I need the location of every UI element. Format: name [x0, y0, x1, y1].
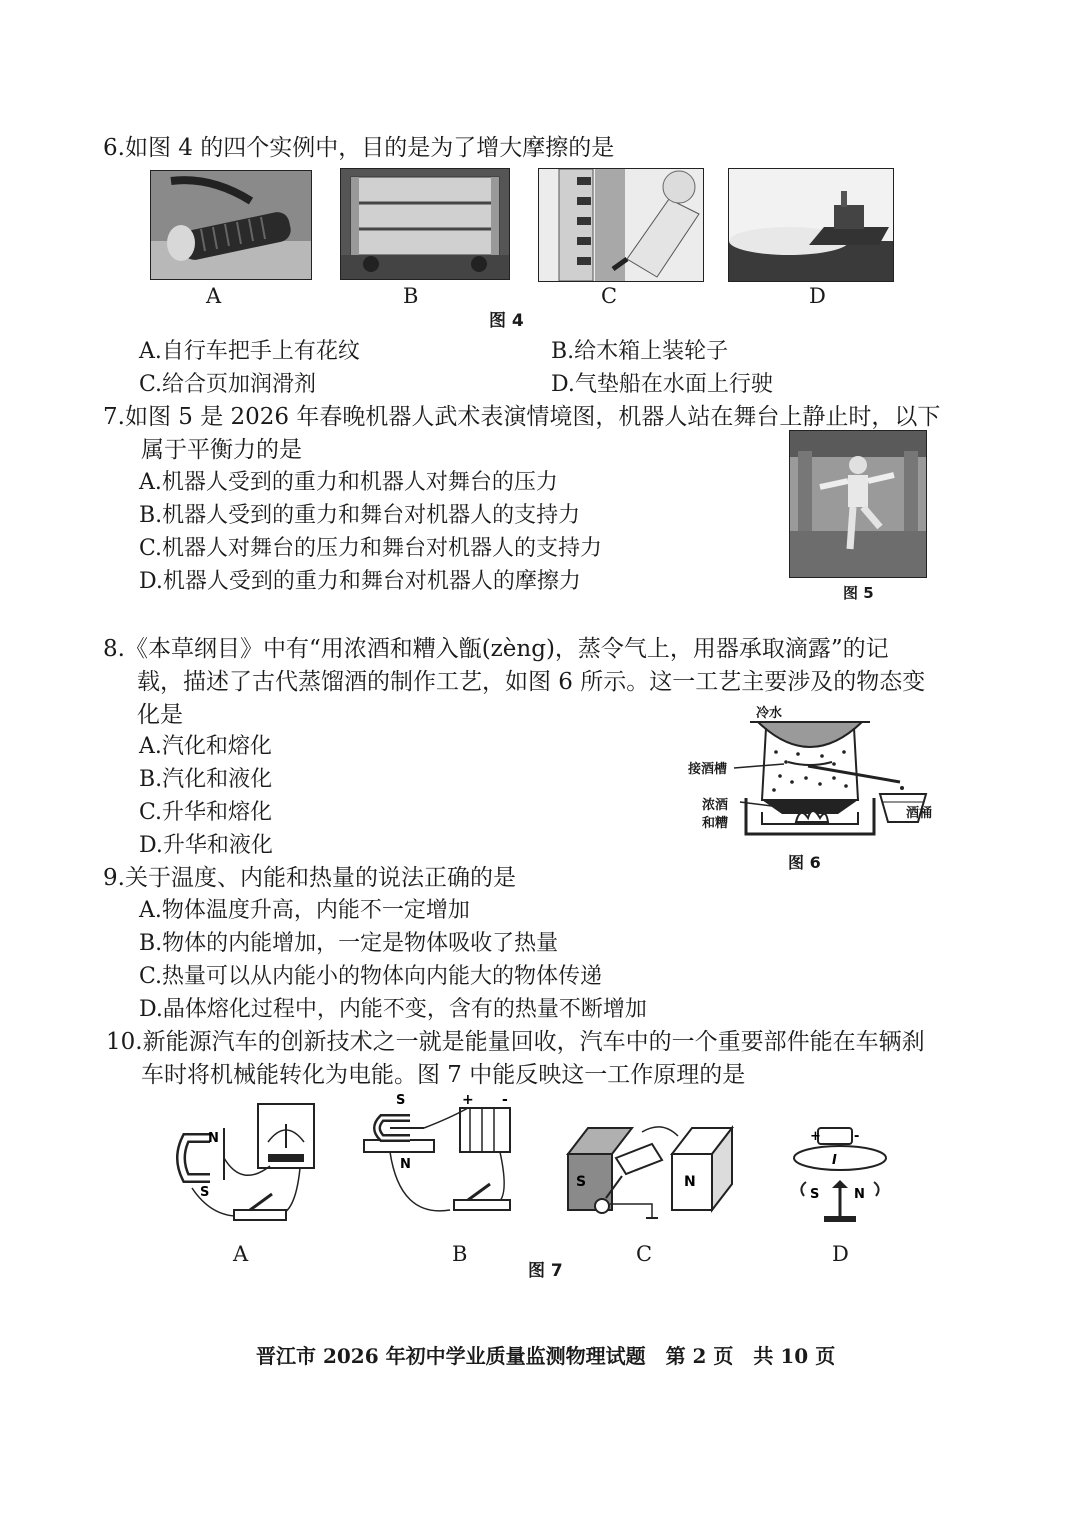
q7-option-c: C.机器人对舞台的压力和舞台对机器人的支持力 [139, 536, 603, 561]
q10-stem-line2: 车时将机械能转化为电能。图 7 中能反映这一工作原理的是 [141, 1062, 746, 1088]
q10-diagram-a-magnet-galvanometer [172, 1098, 332, 1230]
page-footer: 晋江市 2026 年初中学业质量监测物理试题 第 2 页 共 10 页 [256, 1344, 836, 1368]
q10-c-pole-n: N [684, 1174, 696, 1190]
diagram-label-mash-line1: 浓酒 [702, 798, 729, 813]
q10-d-pole-n: N [854, 1187, 865, 1202]
q6-image-label-b: B [403, 284, 419, 308]
q7-stem-line2: 属于平衡力的是 [141, 437, 302, 463]
q8-stem-line3: 化是 [137, 702, 183, 728]
q10-b-pole-s: S [396, 1093, 406, 1108]
q10-diagram-c-coil-between-magnets [562, 1114, 734, 1230]
q10-image-label-c: C [636, 1242, 653, 1266]
q9-option-b: B.物体的内能增加，一定是物体吸收了热量 [139, 931, 559, 956]
q10-diagram-d-compass-current [788, 1118, 898, 1230]
q9-option-d: D.晶体熔化过程中，内能不变，含有的热量不断增加 [139, 997, 647, 1022]
q7-option-a: A.机器人受到的重力和机器人对舞台的压力 [139, 470, 558, 495]
q6-photo-a-bicycle-handle [150, 170, 312, 280]
q7-option-d: D.机器人受到的重力和舞台对机器人的摩擦力 [139, 569, 581, 594]
q10-d-plus: + [810, 1129, 821, 1144]
q6-option-c: C.给合页加润滑剂 [139, 372, 317, 397]
q10-image-label-d: D [832, 1242, 849, 1266]
q10-b-pole-n: N [400, 1157, 411, 1172]
q10-a-pole-s: S [200, 1185, 210, 1200]
q10-a-pole-n: N [208, 1131, 219, 1146]
diagram-label-cold-water: 冷水 [756, 706, 783, 721]
diagram-label-mash-line2: 和糟 [702, 816, 729, 831]
diagram-label-trough: 接酒槽 [688, 762, 728, 777]
q6-option-a: A.自行车把手上有花纹 [139, 339, 360, 364]
q10-b-battery-plus: + [462, 1092, 474, 1108]
figure-4-caption: 图 4 [489, 311, 524, 331]
q6-photo-d-hovercraft [728, 168, 894, 282]
q10-d-minus: - [854, 1129, 860, 1144]
q8-option-d: D.升华和液化 [139, 833, 273, 858]
q10-d-current-i: I [832, 1153, 837, 1168]
figure-5-caption: 图 5 [843, 584, 874, 602]
q10-stem-line1: 10.新能源汽车的创新技术之一就是能量回收，汽车中的一个重要部件能在车辆刹 [106, 1029, 925, 1055]
q8-option-b: B.汽化和液化 [139, 767, 273, 792]
q10-d-pole-s: S [810, 1187, 820, 1202]
q8-option-c: C.升华和熔化 [139, 800, 273, 825]
q6-photo-c-hinge-oil [538, 168, 704, 282]
q6-option-b: B.给木箱上装轮子 [551, 339, 729, 364]
q10-c-pole-s: S [576, 1174, 587, 1190]
q7-stem-line1: 7.如图 5 是 2026 年春晚机器人武术表演情境图，机器人站在舞台上静止时，以下 [103, 404, 941, 430]
q10-diagram-b-battery-motor [360, 1088, 530, 1228]
q8-stem-line1: 8.《本草纲目》中有“用浓酒和糟入甑(zèng)，蒸令气上，用器承取滴露”的记 [103, 636, 889, 662]
q6-image-label-a: A [206, 284, 222, 308]
figure-6-caption: 图 6 [788, 853, 821, 872]
figure-7-caption: 图 7 [528, 1261, 563, 1281]
q10-image-label-b: B [452, 1242, 468, 1266]
q8-option-a: A.汽化和熔化 [139, 734, 272, 759]
q10-image-label-a: A [233, 1242, 249, 1266]
q6-stem: 6.如图 4 的四个实例中，目的是为了增大摩擦的是 [103, 135, 615, 161]
q6-image-label-c: C [601, 284, 618, 308]
q8-stem-line2: 载，描述了古代蒸馏酒的制作工艺，如图 6 所示。这一工艺主要涉及的物态变 [137, 669, 926, 695]
q9-stem: 9.关于温度、内能和热量的说法正确的是 [103, 865, 516, 891]
diagram-label-bucket: 酒桶 [906, 806, 933, 821]
figure-6-distillation-diagram [688, 702, 950, 872]
q10-b-battery-minus: - [502, 1092, 508, 1108]
q6-option-d: D.气垫船在水面上行驶 [551, 372, 773, 397]
q6-photo-b-wooden-box [340, 168, 510, 280]
q7-option-b: B.机器人受到的重力和舞台对机器人的支持力 [139, 503, 581, 528]
q9-option-a: A.物体温度升高，内能不一定增加 [139, 898, 470, 923]
q7-photo-robot-stage [789, 430, 927, 578]
q9-option-c: C.热量可以从内能小的物体向内能大的物体传递 [139, 964, 603, 989]
q6-image-label-d: D [809, 284, 826, 308]
